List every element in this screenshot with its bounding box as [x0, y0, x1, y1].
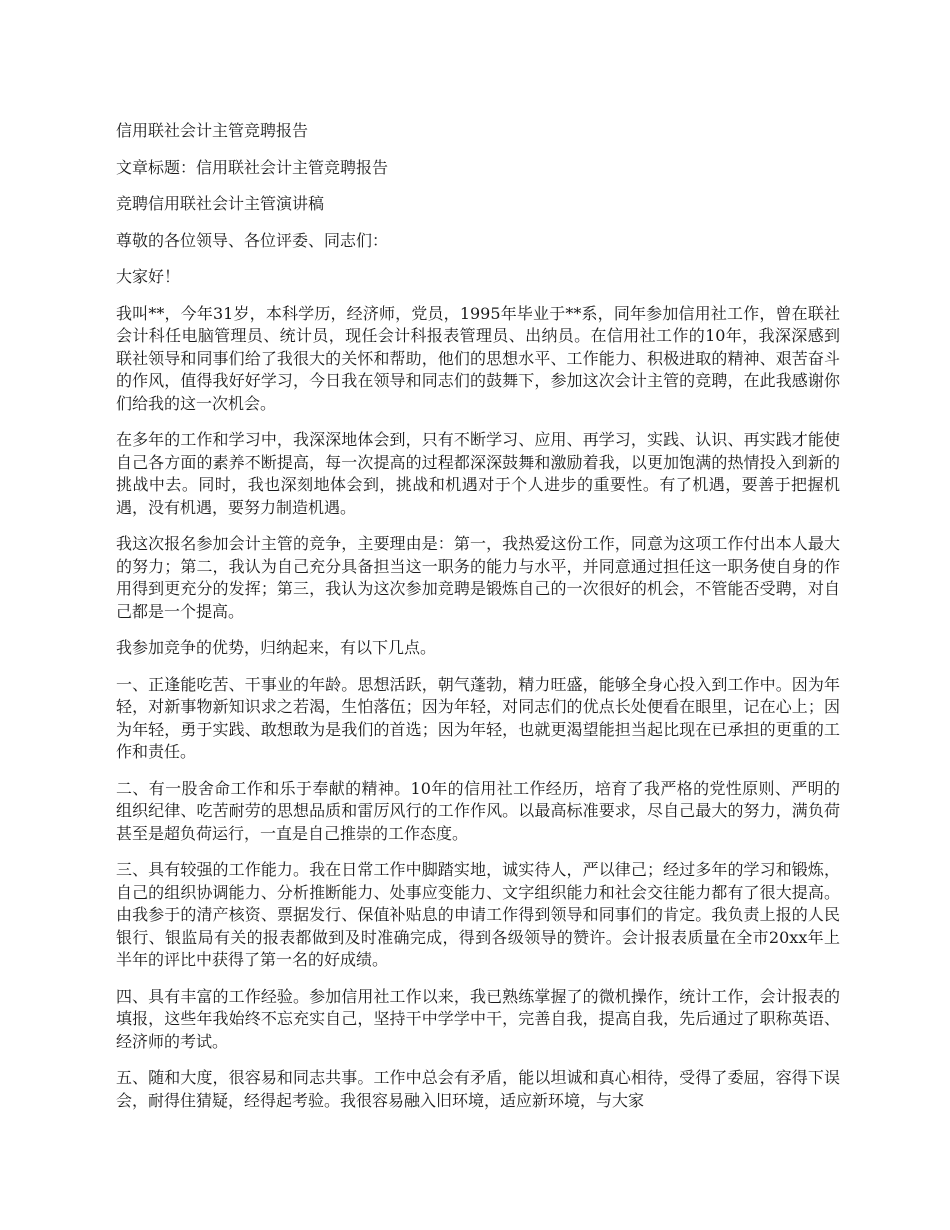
paragraph-introduction: 我叫**，今年31岁，本科学历，经济师，党员，1995年毕业于**系，同年参加信用社工作，曾在联社会计科任电脑管理员、统计员，现任会计科报表管理员、出纳员。在信用社工作的10年，我深深感到联社领导和同事们给了我很大的关怀和帮助，他们的思想水平、工作能力、积极进取的精神、艰苦奋斗的作风，值得我好好学习，今日我在领导和同志们的鼓舞下，参加这次会计主管的竞聘，在此我感谢你们给我的这一次机会。	[116, 303, 840, 413]
speech-subtitle: 竞聘信用联社会计主管演讲稿	[116, 194, 325, 213]
paragraph-advantage-2: 二、有一股舍命工作和乐于奉献的精神。10年的信用社工作经历，培育了我严格的党性原则、严明的组织纪律、吃苦耐劳的思想品质和雷厉风行的工作作风。以最高标准要求，尽自己最大的努力，满负荷甚至是超负荷运行，一直是自己推崇的工作态度。	[116, 778, 840, 843]
paragraph-advantage-3: 三、具有较强的工作能力。我在日常工作中脚踏实地，诚实待人，严以律己；经过多年的学习和锻炼，自己的组织协调能力、分析推断能力、处事应变能力、文字组织能力和社会交往能力都有了很大提高。由我参于的清产核资、票据发行、保值补贴息的申请工作得到领导和同事们的肯定。我负责上报的人民银行、银监局有关的报表都做到及时准确完成，得到各级领导的赞许。会计报表质量在全市20xx年上半年的评比中获得了第一名的好成绩。	[116, 860, 840, 969]
document-body	[116, 120, 840, 1126]
paragraph-advantage-4: 四、具有丰富的工作经验。参加信用社工作以来，我已熟练掌握了的微机操作，统计工作，会计报表的填报，这些年我始终不忘充实自己，坚持干中学学中干，完善自我，提高自我，先后通过了职称英语、经济师的考试。	[116, 986, 840, 1051]
salutation: 尊敬的各位领导、各位评委、同志们：	[116, 230, 389, 250]
paragraph-advantages-intro: 我参加竞争的优势，归纳起来，有以下几点。	[116, 638, 437, 657]
paragraph-advantage-5: 五、随和大度，很容易和同志共事。工作中总会有矛盾，能以坦诚和真心相待，受得了委屈，容得下误会，耐得住猜疑，经得起考验。我很容易融入旧环境，适应新环境，与大家	[116, 1068, 840, 1110]
paragraph-learning-experience: 在多年的工作和学习中，我深深地体会到，只有不断学习、应用、再学习，实践、认识、再实践才能使自己各方面的素养不断提高，每一次提高的过程都深深鼓舞和激励着我，以更加饱满的热情投入到新的挑战中去。同时，我也深刻地体会到，挑战和机遇对于个人进步的重要性。有了机遇，要善于把握机遇，没有机遇，要努力制造机遇。	[116, 430, 840, 517]
document-title: 信用联社会计主管竞聘报告	[116, 121, 309, 140]
greeting: 大家好！	[116, 267, 181, 286]
article-title-line: 文章标题：信用联社会计主管竞聘报告	[116, 157, 389, 177]
paragraph-advantage-1: 一、正逢能吃苦、干事业的年龄。思想活跃，朝气蓬勃，精力旺盛，能够全身心投入到工作中。因为年轻，对新事物新知识求之若渴，生怕落伍；因为年轻，对同志们的优点长处便看在眼里，记在心上；因为年轻，勇于实践、敢想敢为是我们的首选；因为年轻，也就更渴望能担当起比现在已承担的更重的工作和责任。	[116, 674, 840, 761]
paragraph-reasons: 我这次报名参加会计主管的竞争，主要理由是：第一，我热爱这份工作，同意为这项工作付出本人最大的努力；第二，我认为自己充分具备担当这一职务的能力与水平，并同意通过担任这一职务使自身的作用得到更充分的发挥；第三，我认为这次参加竞聘是锻炼自己的一次很好的机会，不管能否受聘，对自己都是一个提高。	[116, 534, 840, 621]
